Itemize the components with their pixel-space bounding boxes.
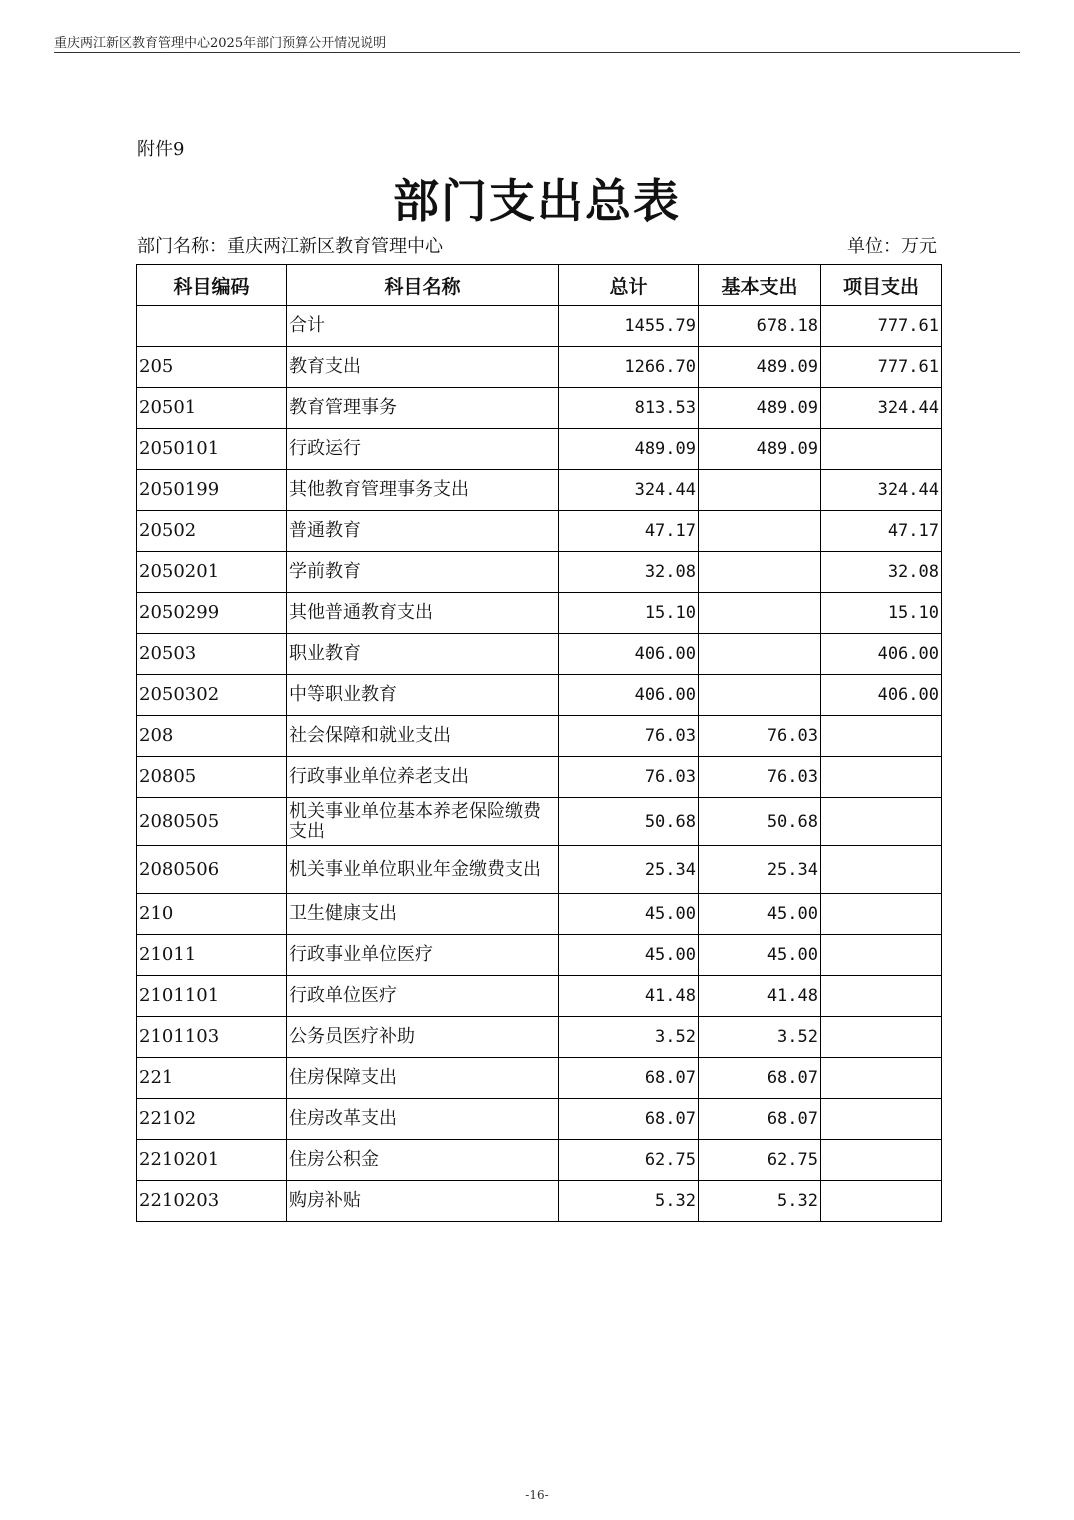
cell-basic: 678.18: [699, 306, 821, 347]
table-row: [137, 1058, 942, 1099]
cell-code: 20502: [137, 511, 287, 552]
cell-name: 社会保障和就业支出: [287, 716, 559, 757]
cell-total: 324.44: [559, 470, 699, 511]
cell-project: [821, 1099, 942, 1140]
cell-code: 2080506: [137, 846, 287, 894]
cell-basic: 45.00: [699, 935, 821, 976]
table-row: [137, 1017, 942, 1058]
cell-code: 210: [137, 894, 287, 935]
cell-total: 1266.70: [559, 347, 699, 388]
cell-code: 21011: [137, 935, 287, 976]
cell-total: 489.09: [559, 429, 699, 470]
cell-code: 221: [137, 1058, 287, 1099]
cell-name: 其他普通教育支出: [287, 593, 559, 634]
table-row: [137, 593, 942, 634]
cell-name: 公务员医疗补助: [287, 1017, 559, 1058]
cell-code: 2050299: [137, 593, 287, 634]
cell-code: 20503: [137, 634, 287, 675]
table-row: [137, 306, 942, 347]
table-row: [137, 1140, 942, 1181]
page-title: 部门支出总表: [393, 174, 681, 228]
cell-project: [821, 798, 942, 846]
cell-basic: 489.09: [699, 429, 821, 470]
cell-name: 住房公积金: [287, 1140, 559, 1181]
cell-project: 406.00: [821, 675, 942, 716]
cell-basic: [699, 552, 821, 593]
cell-name: 住房保障支出: [287, 1058, 559, 1099]
cell-name: 购房补贴: [287, 1181, 559, 1222]
cell-basic: 68.07: [699, 1058, 821, 1099]
cell-name: 教育支出: [287, 347, 559, 388]
table-row: [137, 798, 942, 846]
cell-basic: 5.32: [699, 1181, 821, 1222]
cell-basic: 489.09: [699, 347, 821, 388]
cell-total: 406.00: [559, 675, 699, 716]
cell-project: [821, 1140, 942, 1181]
cell-total: 813.53: [559, 388, 699, 429]
unit-label: 单位：万元: [847, 236, 937, 257]
table-row: [137, 388, 942, 429]
column-header-code: 科目编码: [137, 265, 287, 306]
cell-name: 其他教育管理事务支出: [287, 470, 559, 511]
table-row: [137, 1181, 942, 1222]
cell-basic: 45.00: [699, 894, 821, 935]
cell-code: 2210203: [137, 1181, 287, 1222]
table-body: [137, 306, 942, 1222]
cell-project: [821, 894, 942, 935]
cell-name: 行政事业单位养老支出: [287, 757, 559, 798]
table-row: [137, 935, 942, 976]
table-row: [137, 634, 942, 675]
cell-total: 45.00: [559, 894, 699, 935]
table-row: [137, 846, 942, 894]
cell-total: 3.52: [559, 1017, 699, 1058]
cell-total: 76.03: [559, 757, 699, 798]
cell-basic: 50.68: [699, 798, 821, 846]
cell-project: [821, 429, 942, 470]
table-row: [137, 347, 942, 388]
table-row: [137, 552, 942, 593]
running-header: 重庆两江新区教育管理中心2025年部门预算公开情况说明: [54, 36, 387, 51]
cell-basic: [699, 675, 821, 716]
column-header-project: 项目支出: [821, 265, 942, 306]
cell-name: 职业教育: [287, 634, 559, 675]
cell-total: 1455.79: [559, 306, 699, 347]
cell-total: 41.48: [559, 976, 699, 1017]
cell-code: [137, 306, 287, 347]
cell-name: 行政运行: [287, 429, 559, 470]
attachment-label: 附件9: [137, 139, 185, 160]
cell-code: 2050199: [137, 470, 287, 511]
cell-basic: 25.34: [699, 846, 821, 894]
cell-name: 行政事业单位医疗: [287, 935, 559, 976]
table-row: [137, 716, 942, 757]
table-header-row: [137, 265, 942, 306]
cell-project: [821, 716, 942, 757]
cell-project: 324.44: [821, 388, 942, 429]
cell-name: 卫生健康支出: [287, 894, 559, 935]
table-row: [137, 511, 942, 552]
cell-total: 50.68: [559, 798, 699, 846]
cell-name: 中等职业教育: [287, 675, 559, 716]
cell-basic: 41.48: [699, 976, 821, 1017]
cell-basic: 62.75: [699, 1140, 821, 1181]
cell-project: [821, 976, 942, 1017]
cell-total: 406.00: [559, 634, 699, 675]
cell-total: 45.00: [559, 935, 699, 976]
cell-project: [821, 935, 942, 976]
table-row: [137, 757, 942, 798]
cell-total: 76.03: [559, 716, 699, 757]
column-header-name: 科目名称: [287, 265, 559, 306]
cell-basic: 489.09: [699, 388, 821, 429]
cell-name: 合计: [287, 306, 559, 347]
cell-code: 2050101: [137, 429, 287, 470]
cell-project: [821, 1181, 942, 1222]
cell-name: 普通教育: [287, 511, 559, 552]
cell-name: 行政单位医疗: [287, 976, 559, 1017]
cell-basic: 3.52: [699, 1017, 821, 1058]
cell-total: 68.07: [559, 1058, 699, 1099]
cell-project: 15.10: [821, 593, 942, 634]
cell-name: 教育管理事务: [287, 388, 559, 429]
cell-basic: 76.03: [699, 716, 821, 757]
cell-project: 406.00: [821, 634, 942, 675]
cell-name: 机关事业单位职业年金缴费支出: [287, 846, 559, 894]
cell-name: 学前教育: [287, 552, 559, 593]
cell-code: 2050302: [137, 675, 287, 716]
cell-basic: 68.07: [699, 1099, 821, 1140]
table-row: [137, 429, 942, 470]
cell-code: 20805: [137, 757, 287, 798]
cell-code: 205: [137, 347, 287, 388]
cell-basic: [699, 470, 821, 511]
page-number: -16-: [525, 1488, 549, 1502]
cell-code: 20501: [137, 388, 287, 429]
cell-project: 47.17: [821, 511, 942, 552]
cell-total: 68.07: [559, 1099, 699, 1140]
column-header-basic: 基本支出: [699, 265, 821, 306]
cell-code: 208: [137, 716, 287, 757]
table-row: [137, 1099, 942, 1140]
cell-name: 住房改革支出: [287, 1099, 559, 1140]
cell-project: 324.44: [821, 470, 942, 511]
cell-project: 32.08: [821, 552, 942, 593]
cell-project: 777.61: [821, 306, 942, 347]
cell-total: 47.17: [559, 511, 699, 552]
cell-total: 62.75: [559, 1140, 699, 1181]
header-rule: [54, 52, 1020, 53]
cell-project: 777.61: [821, 347, 942, 388]
cell-code: 22102: [137, 1099, 287, 1140]
cell-code: 2101103: [137, 1017, 287, 1058]
cell-basic: [699, 593, 821, 634]
cell-project: [821, 757, 942, 798]
expenditure-table: [136, 264, 942, 1222]
table-row: [137, 470, 942, 511]
cell-total: 32.08: [559, 552, 699, 593]
cell-code: 2210201: [137, 1140, 287, 1181]
cell-basic: 76.03: [699, 757, 821, 798]
cell-name: 机关事业单位基本养老保险缴费支出: [287, 798, 559, 846]
cell-code: 2080505: [137, 798, 287, 846]
cell-basic: [699, 511, 821, 552]
cell-project: [821, 846, 942, 894]
cell-project: [821, 1058, 942, 1099]
cell-project: [821, 1017, 942, 1058]
cell-code: 2050201: [137, 552, 287, 593]
cell-total: 25.34: [559, 846, 699, 894]
table-row: [137, 675, 942, 716]
cell-code: 2101101: [137, 976, 287, 1017]
cell-total: 15.10: [559, 593, 699, 634]
table-row: [137, 976, 942, 1017]
department-name: 部门名称：重庆两江新区教育管理中心: [137, 236, 443, 257]
cell-basic: [699, 634, 821, 675]
table-row: [137, 894, 942, 935]
cell-total: 5.32: [559, 1181, 699, 1222]
column-header-total: 总计: [559, 265, 699, 306]
